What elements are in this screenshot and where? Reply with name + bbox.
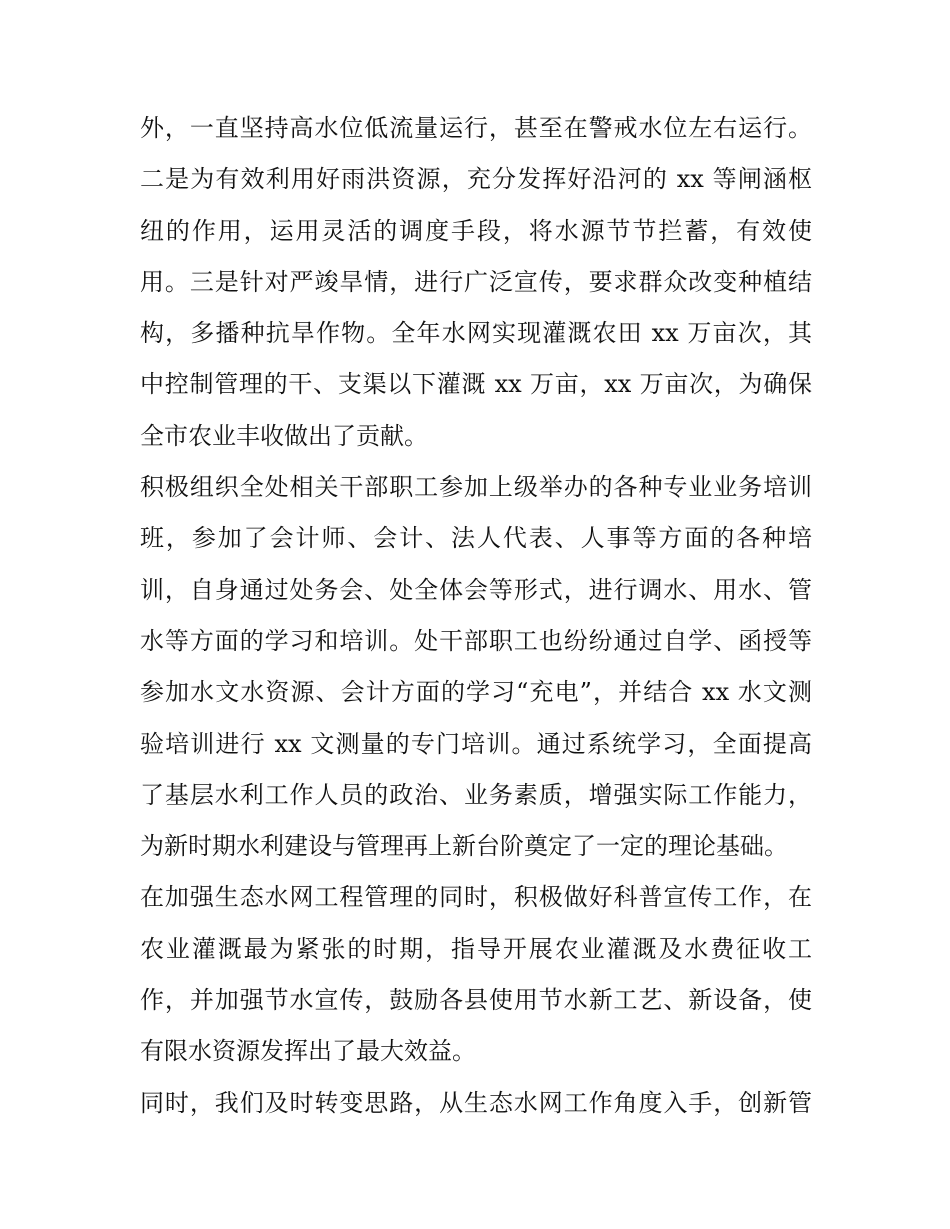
text-line: 构，多播种抗旱作物。全年水网实现灌溉农田 xx 万亩次，其 — [140, 319, 812, 348]
text-line: 全市农业丰收做出了贡献。 — [140, 421, 428, 450]
text-line: 外，一直坚持高水位低流量运行，甚至在警戒水位左右运行。 — [140, 114, 812, 142]
text-line: 作，并加强节水宣传，鼓励各县使用节水新工艺、新设备，使 — [140, 986, 812, 1015]
document-page — [140, 103, 812, 1129]
paragraph-water-dispatch — [140, 103, 812, 462]
paragraph-publicity — [140, 872, 812, 1077]
text-line: 为新时期水利建设与管理再上新台阶奠定了一定的理论基础。 — [140, 832, 788, 861]
text-line: 中控制管理的干、支渠以下灌溉 xx 万亩，xx 万亩次，为确保 — [140, 370, 812, 399]
text-line: 班，参加了会计师、会计、法人代表、人事等方面的各种培 — [140, 524, 812, 553]
text-line: 有限水资源发挥出了最大效益。 — [140, 1037, 476, 1066]
text-line: 了基层水利工作人员的政治、业务素质，增强实际工作能力， — [140, 780, 812, 809]
text-line: 同时，我们及时转变思路，从生态水网工作角度入手，创新管 — [140, 1088, 812, 1117]
text-line: 水等方面的学习和培训。处干部职工也纷纷通过自学、函授等 — [140, 626, 812, 655]
text-line: 在加强生态水网工程管理的同时，积极做好科普宣传工作，在 — [140, 883, 812, 912]
text-line: 训，自身通过处务会、处全体会等形式，进行调水、用水、管 — [140, 575, 812, 604]
text-line: 农业灌溉最为紧张的时期，指导开展农业灌溉及水费征收工 — [140, 934, 812, 963]
text-line: 二是为有效利用好雨洪资源，充分发挥好沿河的 xx 等闸涵枢 — [140, 165, 812, 194]
text-line: 积极组织全处相关干部职工参加上级举办的各种专业业务培训 — [140, 473, 812, 502]
text-line: 验培训进行 xx 文测量的专门培训。通过系统学习，全面提高 — [140, 729, 812, 758]
paragraph-staff-training — [140, 462, 812, 872]
text-line: 用。三是针对严竣旱情，进行广泛宣传，要求群众改变种植结 — [140, 267, 812, 296]
text-line: 纽的作用，运用灵活的调度手段，将水源节节拦蓄，有效使 — [140, 216, 812, 245]
text-line: 参加水文水资源、会计方面的学习“充电”，并结合 xx 水文测 — [140, 678, 812, 707]
paragraph-innovation — [140, 1078, 812, 1129]
